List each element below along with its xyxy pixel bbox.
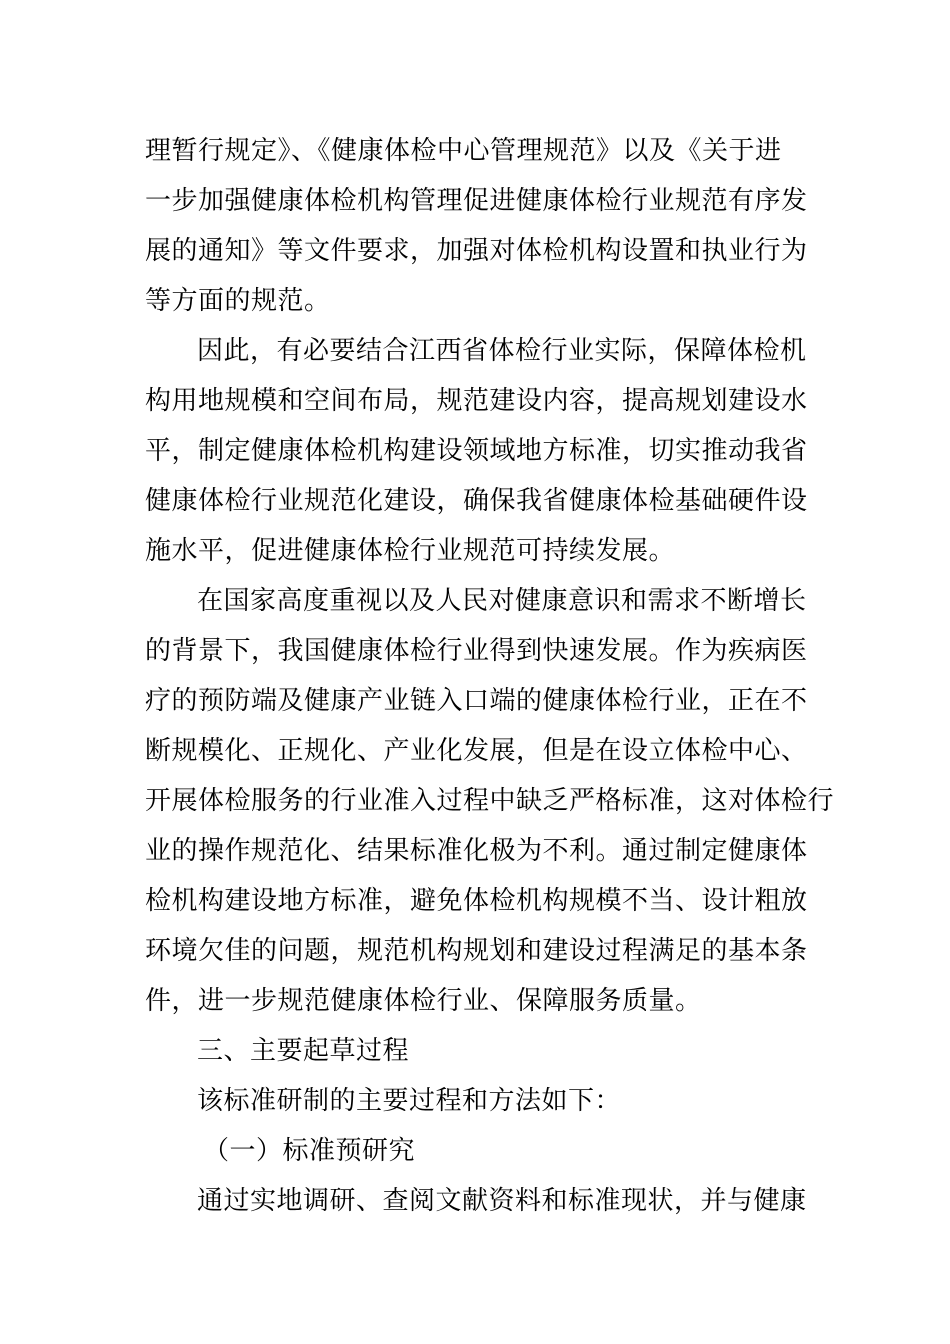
text-line-6: 构用地规模和空间布局，规范建设内容，提高规划建设水 bbox=[145, 386, 808, 416]
text-line-11: 的背景下，我国健康体检行业得到快速发展。作为疾病医 bbox=[145, 636, 808, 666]
text-line-5: 因此，有必要结合江西省体检行业实际，保障体检机 bbox=[197, 336, 807, 366]
text-line-2: 一步加强健康体检机构管理促进健康体检行业规范有序发 bbox=[145, 186, 808, 216]
document-body bbox=[145, 126, 835, 1226]
text-line-22: 通过实地调研、查阅文献资料和标准现状，并与健康 bbox=[197, 1186, 807, 1216]
text-line-18: 件，进一步规范健康体检行业、保障服务质量。 bbox=[145, 986, 702, 1016]
text-line-14: 开展体检服务的行业准入过程中缺乏严格标准，这对体检行 bbox=[145, 786, 835, 816]
text-line-9: 施水平，促进健康体检行业规范可持续发展。 bbox=[145, 536, 676, 566]
text-line-12: 疗的预防端及健康产业链入口端的健康体检行业，正在不 bbox=[145, 686, 808, 716]
text-line-20: 该标准研制的主要过程和方法如下： bbox=[197, 1086, 622, 1116]
text-line-13: 断规模化、正规化、产业化发展，但是在设立体检中心、 bbox=[145, 736, 808, 766]
subsection-heading: （一）标准预研究 bbox=[203, 1136, 416, 1166]
text-line-15: 业的操作规范化、结果标准化极为不利。通过制定健康体 bbox=[145, 836, 808, 866]
text-line-8: 健康体检行业规范化建设，确保我省健康体检基础硬件设 bbox=[145, 486, 808, 516]
text-line-7: 平，制定健康体检机构建设领域地方标准，切实推动我省 bbox=[145, 436, 808, 466]
text-line-3: 展的通知》等文件要求，加强对体检机构设置和执业行为 bbox=[145, 236, 808, 266]
text-line-10: 在国家高度重视以及人民对健康意识和需求不断增长 bbox=[197, 586, 807, 616]
text-line-1: 理暂行规定》、《健康体检中心管理规范》以及《关于进 bbox=[145, 136, 782, 166]
text-line-16: 检机构建设地方标准，避免体检机构规模不当、设计粗放 bbox=[145, 886, 808, 916]
text-line-4: 等方面的规范。 bbox=[145, 286, 331, 316]
section-heading: 三、主要起草过程 bbox=[197, 1036, 410, 1066]
text-line-17: 环境欠佳的问题，规范机构规划和建设过程满足的基本条 bbox=[145, 936, 808, 966]
